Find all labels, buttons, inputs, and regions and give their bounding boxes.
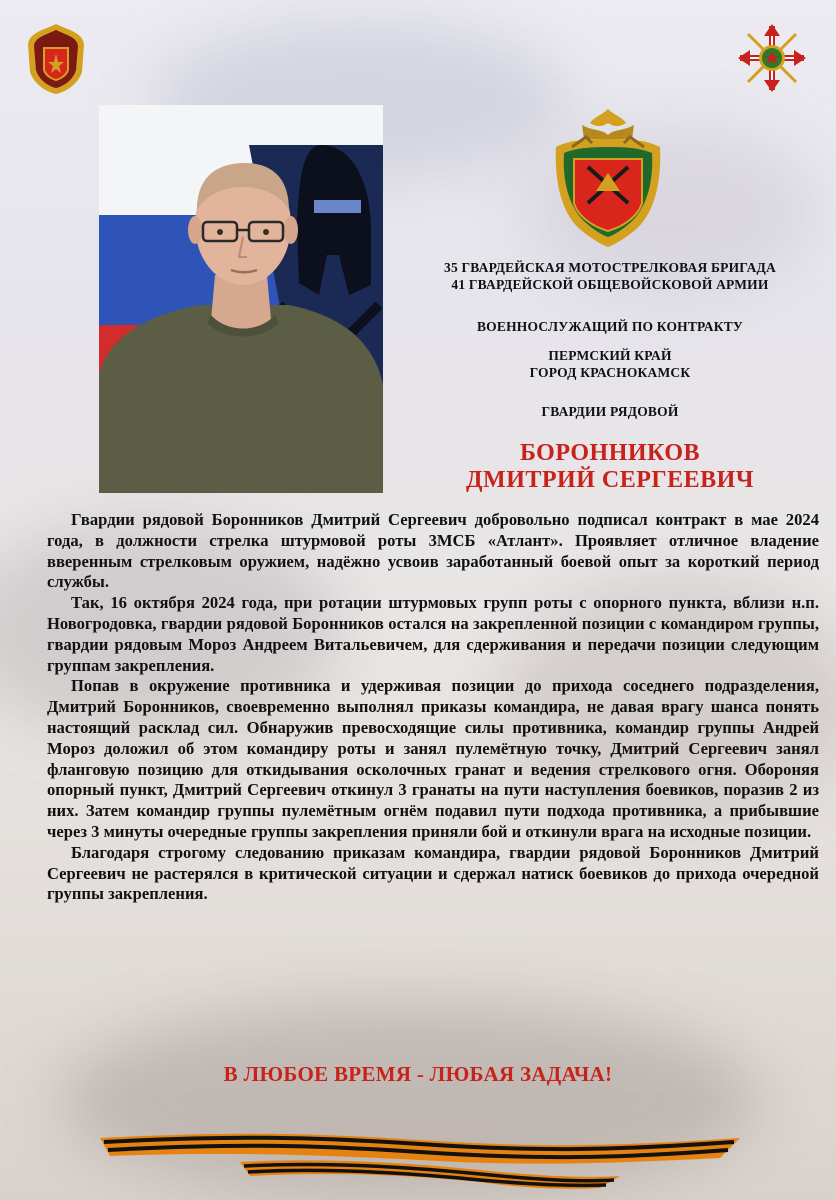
army-emblem-icon (24, 22, 88, 96)
article-paragraph: Так, 16 октября 2024 года, при ротации штурмовых групп роты с опорного пункта, вблизи н.п. Новогродовка, гвардии рядовой Боронников остался на закрепленной позиции с командиром группы, гвардии рядовым Мороз Андреем Витальевичем, для сдерживания и передачи позиции следующим группам закрепления. (47, 593, 819, 675)
article-paragraph: Благодаря строгому следованию приказам командира, гвардии рядовой Боронников Дмитрий Сергеевич не растерялся в критической ситуации и сдержал натиск боевиков до прихода очередной группы закрепления. (47, 842, 819, 904)
article-body (47, 510, 819, 905)
article-paragraph: Гвардии рядовой Боронников Дмитрий Сергеевич добровольно подписал контракт в мае 2024 года, в должности стрелка штурмовой роты 3МСБ «Атлант». Проявляет отличное владение вверенным стрелковым оружием, надёжно усвоив заработанный боевой опыт за короткий период службы. (47, 510, 819, 592)
military-rank: ГВАРДИИ РЯДОВОЙ (541, 404, 679, 419)
st-george-ribbon-icon (100, 1120, 740, 1190)
guards-cross-icon (734, 20, 810, 96)
unit-name: 35 ГВАРДЕЙСКАЯ МОТОСТРЕЛКОВАЯ БРИГАДА 41 ГВАРДЕЙСКОЙ ОБЩЕВОЙСКОВОЙ АРМИИ (444, 260, 776, 292)
article-paragraph: Попав в окружение противника и удерживая позиции до прихода соседнего подразделения, Дмитрий Боронников, своевременно выполнял приказы командира, не давая врагу шанса понять настоящий расклад сил. Обнаружив превосходящие силы противника, командир группы Андрей Мороз доложил об этом командиру роты и занял пулемётную точку, Дмитрий Сергеевич занял фланговую позицию для откидывания осколочных гранат и ведения стрелкового огня. Обороняя опорный пункт, Дмитрий Сергеевич откинул 3 гранаты на пути наступления боевиков, поразив 2 из них. Затем командир группы пулемётным огнём подавил пути подхода противника, а прибывшие через 3 минуты очередные группы закрепления приняли бой и откинули врага на исходные позиции. (47, 676, 819, 841)
given-names: ДМИТРИЙ СЕРГЕЕВИЧ (466, 467, 754, 493)
soldier-name (400, 440, 820, 494)
brigade-emblem-icon (552, 107, 664, 249)
surname: БОРОННИКОВ (519, 440, 701, 466)
service-status: ВОЕННОСЛУЖАЩИЙ ПО КОНТРАКТУ (476, 319, 744, 334)
hometown: ПЕРМСКИЙ КРАЙ ГОРОД КРАСНОКАМСК (529, 348, 691, 380)
motto: В ЛЮБОЕ ВРЕМЯ - ЛЮБАЯ ЗАДАЧА! (223, 1062, 613, 1086)
soldier-portrait (99, 105, 383, 493)
